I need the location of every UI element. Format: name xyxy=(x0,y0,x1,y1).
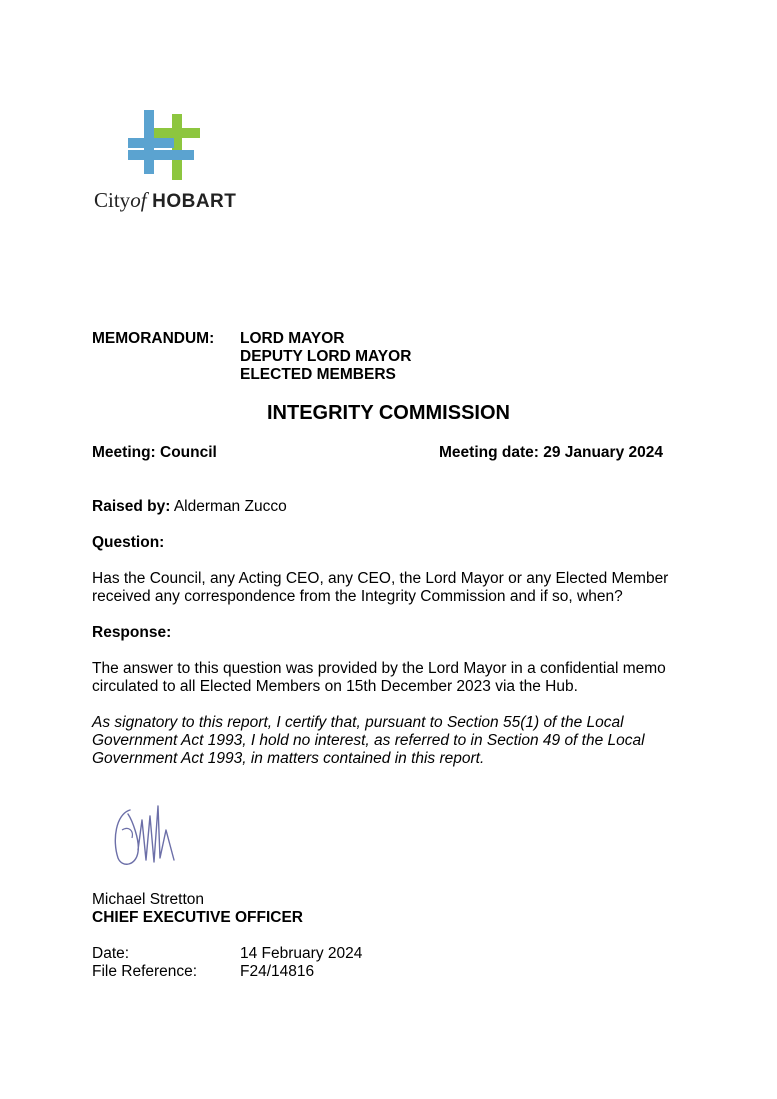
page-title: INTEGRITY COMMISSION xyxy=(267,402,510,424)
logo-hobart: HOBART xyxy=(152,191,237,212)
file-reference-value: F24/14816 xyxy=(240,963,315,980)
certification-statement: As signatory to this report, I certify that, pursuant to Section 55(1) of the Local Government Act 1993, I hold no interest, as referred to in Section 49 of the Local Government Act 1993, in matters contained in this report. xyxy=(92,714,645,767)
date-label: Date: xyxy=(92,945,130,962)
raised-by xyxy=(92,498,287,516)
question-text: Has the Council, any Acting CEO, any CEO, the Lord Mayor or any Elected Member received any correspondence from the Integrity Commission and if so, when? xyxy=(92,570,669,605)
memo-recipient: DEPUTY LORD MAYOR xyxy=(240,348,412,365)
date-value: 14 February 2024 xyxy=(240,945,363,962)
memo-recipient: LORD MAYOR xyxy=(240,330,345,347)
signature xyxy=(108,800,188,872)
raised-by-label: Raised by: xyxy=(92,498,171,515)
logo-of: of xyxy=(130,188,147,212)
signatory-title: CHIEF EXECUTIVE OFFICER xyxy=(92,909,303,926)
logo-wordmark xyxy=(94,188,236,213)
city-of-hobart-logo xyxy=(94,108,244,218)
meeting-date: Meeting date: 29 January 2024 xyxy=(439,444,663,461)
memo-label: MEMORANDUM: xyxy=(92,330,215,347)
memo-recipient: ELECTED MEMBERS xyxy=(240,366,396,383)
signature-scribble-icon xyxy=(108,800,188,872)
response-heading: Response: xyxy=(92,624,172,641)
hobart-cross-icon xyxy=(128,108,200,180)
raised-by-value: Alderman Zucco xyxy=(170,498,287,515)
meeting-label: Meeting: Council xyxy=(92,444,217,461)
logo-city: City xyxy=(94,188,131,212)
file-reference-label: File Reference: xyxy=(92,963,198,980)
question-heading: Question: xyxy=(92,534,165,551)
memo-recipients xyxy=(240,330,411,384)
signatory-name: Michael Stretton xyxy=(92,891,204,908)
response-text: The answer to this question was provided by the Lord Mayor in a confidential memo circulated to all Elected Members on 15th December 2023 via the Hub. xyxy=(92,660,666,695)
